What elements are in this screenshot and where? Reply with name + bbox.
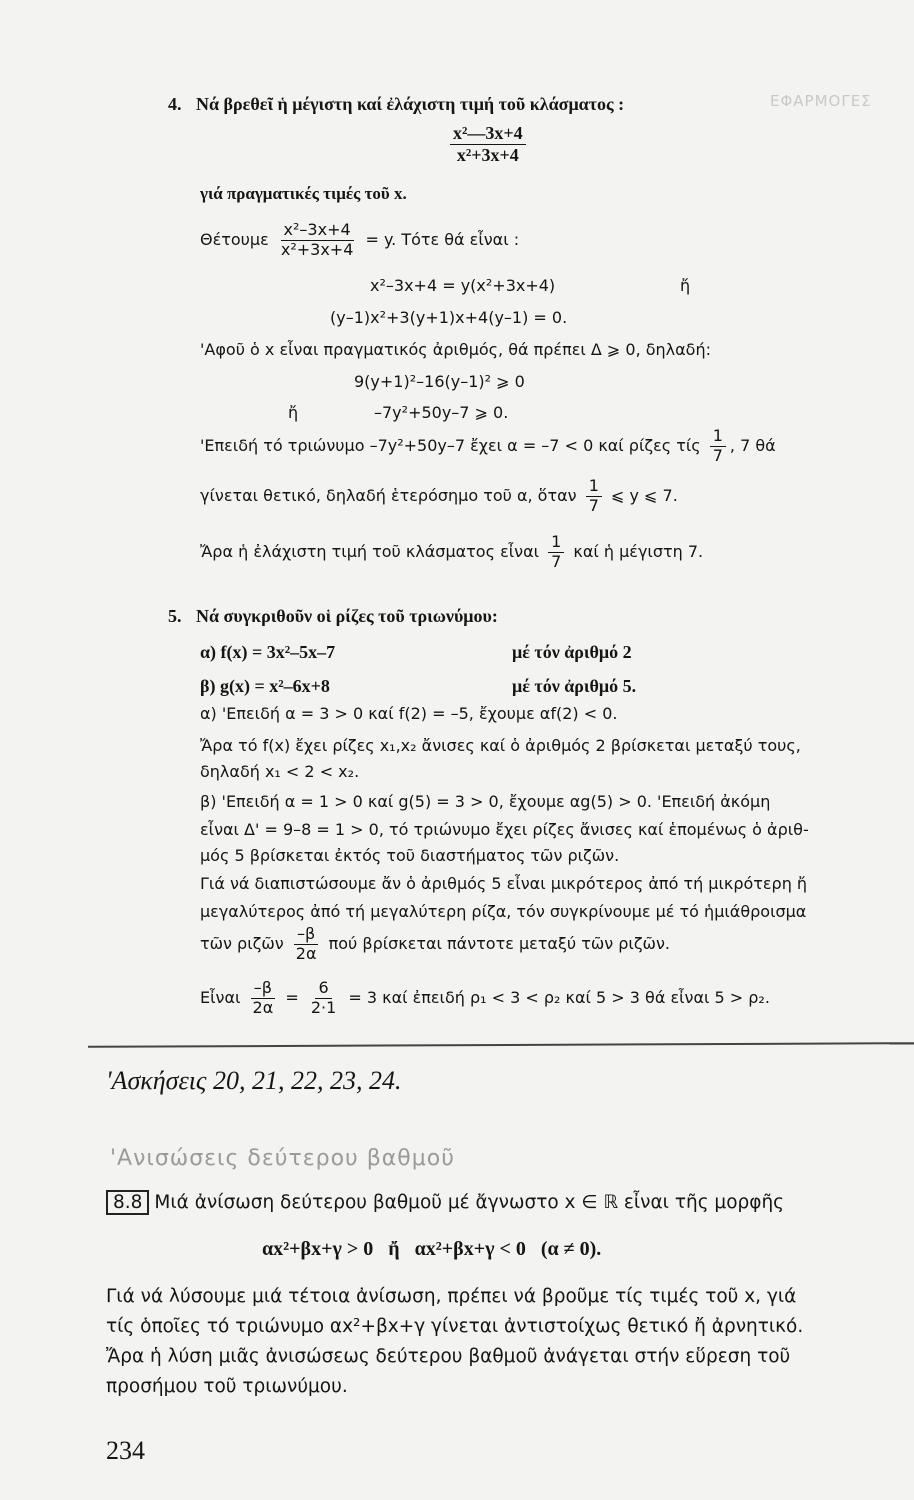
fraction: $\frac{-\beta}{2\alpha}$ bbox=[295, 924, 317, 963]
fraction: $\frac{1}{7}$ bbox=[548, 534, 564, 571]
inequality-1: 9(y+1)²–16(y–1)² ⩾ 0 bbox=[354, 372, 525, 391]
fraction: $\frac{-\beta}{2\alpha}$ bbox=[252, 978, 274, 1017]
so-line: Ἄρα ἡ ἐλάχιστη τιμή τοῦ κλάσματος εἶναι $\frac{1}{7}$ καί ἡ μέγιστη 7. bbox=[200, 532, 704, 571]
problem-title: Νά βρεθεῖ ἡ μέγιστη καί ἐλάχιστη τιμή τοῦ κλάσματος : bbox=[196, 94, 625, 114]
section-intro: 8.8 Μιά ἀνίσωση δεύτερου βαθμοῦ μέ ἄγνωστο x ∈ ℝ εἶναι τῆς μορφῆς bbox=[106, 1190, 784, 1215]
inequality-2: –7y²+50y–7 ⩾ 0. bbox=[374, 403, 509, 422]
page-number: 234 bbox=[106, 1436, 145, 1465]
problem-4-title bbox=[168, 94, 624, 115]
becomes-line: γίνεται θετικό, δηλαδή ἑτερόσημο τοῦ α, ὅταν $\frac{1}{7}$ ⩽ y ⩽ 7. bbox=[200, 476, 678, 515]
function-b-compare: μέ τόν ἀριθμό 5. bbox=[512, 676, 637, 696]
section-number-box: 8.8 bbox=[106, 1190, 149, 1215]
function-a-compare: μέ τόν ἀριθμό 2 bbox=[512, 642, 632, 662]
solution-b-2: εἶναι Δ' = 9–8 = 1 > 0, τό τριώνυμο ἔχει ρίζες ἄνισες καί ἑπομένως ὁ ἀριθ- bbox=[200, 820, 809, 839]
problem-title: Νά συγκριθοῦν οἱ ρίζες τοῦ τριωνύμου: bbox=[196, 606, 498, 626]
comparison-3: τῶν ριζῶν $\frac{-\beta}{2\alpha}$ πού βρίσκεται πάντοτε μεταξύ τῶν ριζῶν. bbox=[200, 924, 670, 963]
body-line-3: Ἄρα ἡ λύση μιᾶς ἀνισώσεως δεύτερου βαθμοῦ ἀνάγεται στήν εὕρεση τοῦ bbox=[106, 1346, 791, 1367]
set-line: Θέτουμε $\frac{\text{x²–3x+4}}{\text{x²+3x+4}}$ = y. Τότε θά εἶναι : bbox=[200, 220, 520, 259]
exercises-line: 'Ασκήσεις 20, 21, 22, 23, 24. bbox=[106, 1066, 402, 1095]
equation-1-or: ἤ bbox=[680, 276, 691, 295]
comparison-1: Γιά νά διαπιστώσουμε ἄν ὁ ἀριθμός 5 εἶναι μικρότερος ἀπό τή μικρότερη ἤ bbox=[200, 874, 808, 893]
comparison-2: μεγαλύτερος ἀπό τή μεγαλύτερη ρίζα, τόν συγκρίνουμε μέ τό ἡμιάθροισμα bbox=[200, 902, 807, 921]
section-heading: 'Ανισώσεις δεύτερου βαθμοῦ bbox=[110, 1146, 455, 1171]
solution-a-3: δηλαδή x₁ < 2 < x₂. bbox=[200, 762, 360, 781]
solution-b-3: μός 5 βρίσκεται ἐκτός τοῦ διαστήματος τῶν ριζῶν. bbox=[200, 846, 620, 865]
fraction: $\frac{\text{x²–3x+4}}{\text{x²+3x+4}}$ bbox=[280, 220, 354, 259]
since-line: 'Αφοῦ ὁ x εἶναι πραγματικός ἀριθμός, θά πρέπει Δ ⩾ 0, δηλαδή: bbox=[200, 340, 711, 359]
equation-2: (y–1)x²+3(y+1)x+4(y–1) = 0. bbox=[330, 308, 568, 327]
because-line: 'Επειδή τό τριώνυμο –7y²+50y–7 ἔχει α = –7 < 0 καί ρίζες τίς $\frac{1}{7}$ , 7 θά bbox=[200, 426, 776, 465]
real-values-line: γιά πραγματικές τιμές τοῦ x. bbox=[200, 184, 407, 203]
body-line-2: τίς ὁποῖες τό τριώνυμο αx²+βx+γ γίνεται ἀντιστοίχως θετικό ἤ ἀρνητικό. bbox=[106, 1316, 804, 1337]
result-line: Εἶναι $\frac{-\beta}{2\alpha}$ = $\frac{6}{2\cdot 1}$ = 3 καί ἐπειδή ρ₁ < 3 < ρ₂ καί 5 > 3 θά εἶναι 5 > ρ₂. bbox=[200, 978, 770, 1017]
problem-number: 4. bbox=[168, 94, 182, 114]
body-line-1: Γιά νά λύσουμε μιά τέτοια ἀνίσωση, πρέπει νά βροῦμε τίς τιμές τοῦ x, γιά bbox=[106, 1286, 797, 1307]
body-line-4: προσήμου τοῦ τριωνύμου. bbox=[106, 1376, 348, 1397]
bleed-through-text: ΕΦΑΡΜΟΓΕΣ bbox=[770, 92, 872, 110]
solution-b-1: β) 'Επειδή α = 1 > 0 καί g(5) = 3 > 0, ἔχουμε αg(5) > 0. 'Επειδή ἀκόμη bbox=[200, 792, 771, 811]
inequality-forms: αx²+βx+γ > 0 ἤ αx²+βx+γ < 0 (α ≠ 0). bbox=[262, 1238, 602, 1260]
problem-number: 5. bbox=[168, 606, 182, 626]
fraction: $\frac{\text{x²—3x+4}}{\text{x²+3x+4}}$ bbox=[450, 124, 526, 165]
fraction: $\frac{1}{7}$ bbox=[586, 478, 602, 515]
divider-line bbox=[88, 1042, 914, 1047]
equation-1: x²–3x+4 = y(x²+3x+4) bbox=[370, 276, 556, 295]
solution-a-2: Ἄρα τό f(x) ἔχει ρίζες x₁,x₂ ἄνισες καί ὁ ἀριθμός 2 βρίσκεται μεταξύ τους, bbox=[200, 736, 801, 755]
fraction: $\frac{1}{7}$ bbox=[710, 428, 726, 465]
problem-5-title bbox=[168, 606, 498, 627]
fraction-display bbox=[446, 124, 530, 165]
solution-a-1: α) 'Επειδή α = 3 > 0 καί f(2) = –5, ἔχουμε αf(2) < 0. bbox=[200, 704, 618, 723]
fraction: $\frac{6}{2\cdot 1}$ bbox=[310, 978, 337, 1017]
function-b: β) g(x) = x²–6x+8 bbox=[200, 676, 330, 696]
inequality-2-or: ἤ bbox=[288, 403, 299, 422]
function-a: α) f(x) = 3x²–5x–7 bbox=[200, 642, 336, 662]
